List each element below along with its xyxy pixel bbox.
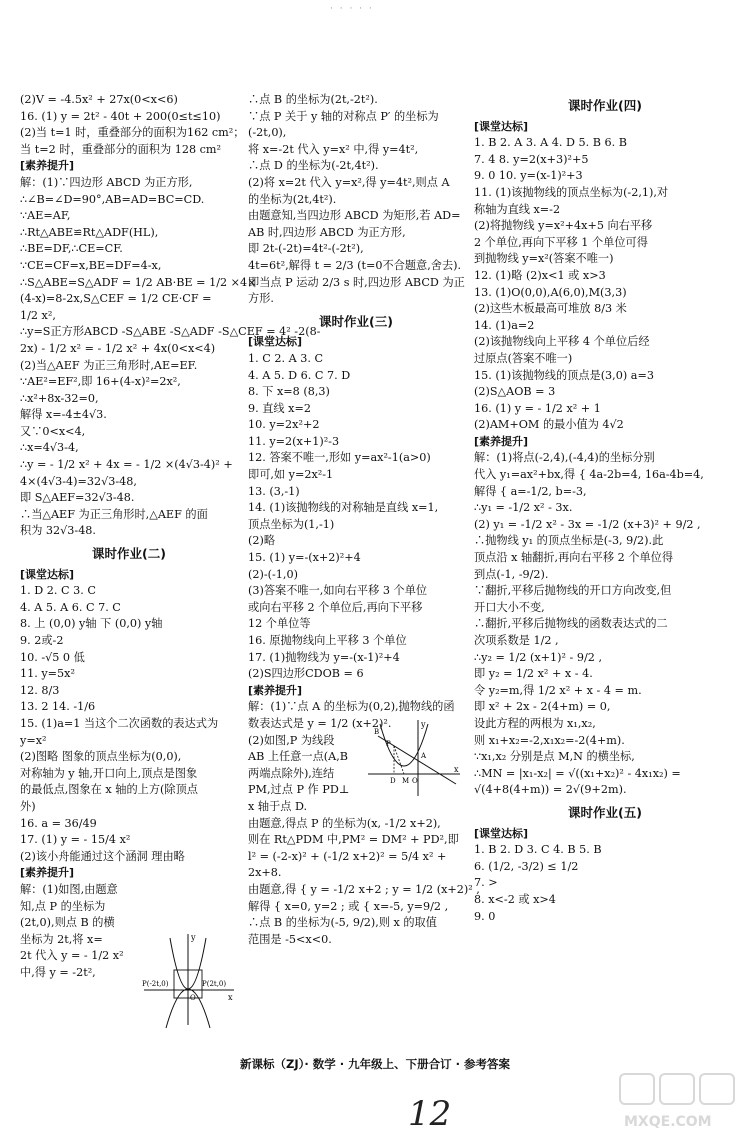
watermark-logo: [618, 1070, 740, 1132]
text-line: ∴Rt△ABE≌Rt△ADF(HL),: [20, 225, 159, 239]
text-line: 4. A 5. A 6. C 7. C: [20, 600, 121, 614]
text-line: 外): [20, 799, 36, 813]
page-footer: 新课标（ZJ）· 数学 · 九年级上、下册合订 · 参考答案: [240, 1057, 510, 1071]
text-line: 的坐标为(2t,4t²).: [248, 192, 337, 206]
text-line: AB 上任意一点(A,B: [248, 750, 349, 764]
text-line: 知,点 P 的坐标为: [20, 899, 106, 913]
text-line: 16. (1) y = - 1/2 x² + 1: [474, 401, 601, 415]
section-heading: 课时作业(四): [568, 98, 642, 113]
text-line: (2)AM+OM 的最小值为 4√2: [474, 418, 624, 432]
text-line: 9. 0: [474, 909, 496, 923]
text-line: 方形.: [248, 292, 274, 306]
text-line: 16. a = 36/49: [20, 816, 97, 830]
text-line: ∵AE=AF,: [20, 209, 71, 223]
text-line: 13. 2 14. -1/6: [20, 700, 96, 714]
fig2-label-a: A: [421, 752, 427, 760]
text-line: (2)将抛物线 y=x²+4x+5 向右平移: [474, 219, 653, 233]
fig1-label-p-pos: P(2t,0): [202, 980, 227, 988]
subsection-label: [素养提升]: [474, 434, 529, 448]
text-line: 代入 y₁=ax²+bx,得 { 4a-2b=4, 16a-4b=4,: [474, 468, 704, 482]
text-line: (2)如图,P 为线段: [248, 733, 335, 747]
text-line: (2)图略 图象的顶点坐标为(0,0),: [20, 750, 182, 764]
text-line: 8. 上 (0,0) y轴 下 (0,0) y轴: [20, 617, 163, 631]
text-line: (2) y₁ = -1/2 x² - 3x = -1/2 (x+3)² + 9/2 ,: [474, 517, 701, 531]
text-line: 解：(1)将点(-2,4),(-4,4)的坐标分别: [474, 451, 655, 465]
text-line: 12. (1)略 (2)x<1 或 x>3: [474, 268, 606, 282]
text-line: ∴y=S正方形ABCD -S△ABE -S△ADF -S△CEF = 4² -2(8-: [20, 325, 321, 339]
text-line: 到抛物线 y=x²(答案不唯一): [474, 252, 614, 266]
column-middle: [248, 92, 480, 948]
text-line: 8. x<-2 或 x>4: [474, 892, 556, 906]
fig1-label-y: y: [191, 933, 196, 942]
fig2-label-x: x: [454, 765, 459, 774]
section-heading: 课时作业(三): [319, 313, 393, 329]
text-line: 解得 { x=0, y=2 ; 或 { x=-5, y=9/2 ,: [248, 899, 449, 913]
text-line: (2)该抛物线向上平移 4 个单位后经: [474, 335, 650, 349]
text-line: 解：(1)∵点 A 的坐标为(0,2),抛物线的函: [248, 700, 455, 714]
text-line: (2t,0),则点 B 的横: [20, 916, 115, 930]
text-line: 解得 { a=-1/2, b=-3,: [474, 484, 587, 498]
fig2-label-b: B: [374, 728, 380, 736]
figure-parabolas-left: [140, 930, 236, 1030]
text-line: ∴y₂ = 1/2 (x+1)² - 9/2 ,: [474, 650, 602, 664]
text-line: PM,过点 P 作 PD⊥: [248, 783, 350, 797]
text-line: (2)将 x=2t 代入 y=x²,得 y=4t²,则点 A: [248, 175, 450, 189]
section-heading: 课时作业(五): [568, 804, 642, 820]
text-line: 顶点坐标为(1,-1): [248, 517, 335, 531]
column-right: [474, 92, 736, 925]
text-line: 1. C 2. A 3. C: [248, 351, 324, 365]
text-line: 设此方程的两根为 x₁,x₂,: [474, 716, 596, 730]
text-line: 13. (3,-1): [248, 484, 300, 498]
text-line: 4×(4√3-4)=32√3-48,: [20, 474, 137, 488]
text-line: ∴S△ABE=S△ADF = 1/2 AB·BE = 1/2 ×4×: [20, 275, 257, 289]
text-line: 15. (1) y=-(x+2)²+4: [248, 551, 361, 565]
text-line: 17. (1)抛物线为 y=-(x-1)²+4: [248, 650, 400, 664]
text-line: 12 个单位等: [248, 617, 311, 631]
text-line: 即 2t-(-2t)=4t²-(-2t²),: [248, 242, 364, 256]
text-line: 顶点沿 x 轴翻折,再向右平移 2 个单位得: [474, 551, 674, 565]
text-line: 由题意,得 { y = -1/2 x+2 ; y = 1/2 (x+2)² ,: [248, 882, 480, 896]
text-line: ∴抛物线 y₁ 的顶点坐标是(-3, 9/2).此: [474, 534, 664, 548]
text-line: 4. A 5. D 6. C 7. D: [248, 368, 351, 382]
fig2-label-d: D: [390, 777, 396, 785]
text-line: ∵x₁,x₂ 分别是点 M,N 的横坐标,: [474, 750, 635, 764]
text-line: ∵CE=CF=x,BE=DF=4-x,: [20, 258, 162, 272]
text-line: (2)略: [248, 534, 276, 548]
text-line: 解得 x=-4±4√3.: [20, 408, 107, 422]
text-line: 16. 原抛物线向上平移 3 个单位: [248, 634, 407, 647]
text-line: ∵AE²=EF²,即 16+(4-x)²=2x²,: [20, 375, 181, 389]
fig2-label-y: y: [421, 720, 426, 729]
text-line: 开口大小不变,: [474, 600, 545, 614]
text-line: 由题意,得点 P 的坐标为(x, -1/2 x+2),: [248, 816, 441, 830]
text-line: AB 时,四边形 ABCD 为正方形,: [248, 225, 406, 239]
text-line: ∴x=4√3-4,: [20, 441, 79, 455]
text-line: 称轴为直线 x=-2: [474, 202, 561, 216]
text-line: 即 S△AEF=32√3-48.: [20, 491, 135, 505]
subsection-label: [课堂达标]: [474, 826, 529, 840]
text-line: 9. 0 10. y=(x-1)²+3: [474, 169, 583, 183]
handwritten-page-number: 12: [408, 1094, 452, 1134]
text-line: 积为 32√3-48.: [20, 524, 96, 538]
text-line: 1. D 2. C 3. C: [20, 584, 96, 598]
text-line: (2)这些木板最高可堆放 8/3 米: [474, 302, 627, 316]
text-line: 解：(1)如图,由题意: [20, 882, 118, 896]
text-line: (2)S△AOB = 3: [474, 385, 556, 399]
text-line: 过原点(答案不唯一): [474, 351, 573, 365]
text-line: (4-x)=8-2x,S△CEF = 1/2 CE·CF =: [20, 292, 212, 306]
text-line: ∵翻折,平移后抛物线的开口方向改变,但: [474, 584, 672, 598]
subsection-label: [素养提升]: [20, 159, 75, 173]
text-line: 1. B 2. D 3. C 4. B 5. B: [474, 843, 602, 857]
text-line: ∴点 B 的坐标为(2t,-2t²).: [248, 93, 378, 106]
text-line: 7. >: [474, 876, 498, 890]
text-line: 17. (1) y = - 15/4 x²: [20, 833, 131, 847]
text-line: (2)-(-1,0): [248, 567, 298, 581]
text-line: 数表达式是 y = 1/2 (x+2)².: [248, 716, 392, 730]
subsection-label: [课堂达标]: [20, 567, 75, 581]
text-line: 即 x² + 2x - 2(4+m) = 0,: [474, 700, 611, 714]
text-line: 15. (1)a=1 当这个二次函数的表达式为: [20, 716, 219, 730]
text-line: 7. 4 8. y=2(x+3)²+5: [474, 152, 589, 166]
text-line: (2)S四边形CDOB = 6: [248, 667, 364, 681]
text-line: 即可,如 y=2x²-1: [248, 468, 334, 482]
text-line: (2)该小舟能通过这个涵洞 理由略: [20, 849, 185, 863]
fig2-label-o: O: [412, 777, 418, 785]
text-line: 11. y=2(x+1)²-3: [248, 434, 340, 448]
subsection-label: [课堂达标]: [248, 335, 303, 349]
text-line: 到点(-1, -9/2).: [474, 567, 549, 581]
text-line: 2t 代入 y = - 1/2 x²: [20, 949, 124, 963]
text-line: ∴翻折,平移后抛物线的函数表达式的二: [474, 617, 668, 631]
subsection-label: [素养提升]: [248, 683, 303, 697]
text-line: x 轴于点 D.: [248, 799, 308, 813]
text-line: 11. y=5x²: [20, 667, 75, 681]
text-line: 1. B 2. A 3. A 4. D 5. B 6. B: [474, 136, 627, 150]
text-line: l² = (-2-x)² + (-1/2 x+2)² = 5/4 x² +: [248, 849, 447, 863]
fig1-label-x: x: [228, 993, 233, 1002]
text-line: ∴点 D 的坐标为(-2t,4t²).: [248, 159, 379, 173]
text-line: 10. -√5 0 低: [20, 650, 85, 664]
text-line: 则 x₁+x₂=-2,x₁x₂=-2(4+m).: [474, 733, 625, 747]
text-line: ∴BE=DF,∴CE=CF.: [20, 242, 123, 256]
text-line: 2x+8.: [248, 866, 282, 880]
text-line: 4t=6t²,解得 t = 2/3 (t=0不合题意,舍去).: [248, 258, 462, 272]
text-line: ∴当△AEF 为正三角形时,△AEF 的面: [20, 507, 208, 521]
text-line: 9. 2或-2: [20, 634, 64, 647]
text-line: 15. (1)该抛物线的顶点是(3,0) a=3: [474, 368, 654, 382]
text-line: 13. (1)O(0,0),A(6,0),M(3,3): [474, 285, 627, 299]
text-line: 12. 答案不唯一,形如 y=ax²-1(a>0): [248, 451, 431, 465]
text-line: 则在 Rt△PDM 中,PM² = DM² + PD²,即: [248, 833, 459, 847]
text-line: 的最低点,图象在 x 轴的上方(除顶点: [20, 783, 198, 797]
text-line: ∵点 P 关于 y 轴的对称点 P′ 的坐标为: [248, 109, 439, 123]
text-line: 16. (1) y = 2t² - 40t + 200(0≤t≤10): [20, 109, 221, 123]
text-line: 令 y₂=m,得 1/2 x² + x - 4 = m.: [474, 683, 642, 697]
text-line: 坐标为 2t,将 x=: [20, 932, 103, 946]
text-line: 当 t=2 时，重叠部分的面积为 128 cm²: [20, 142, 221, 156]
text-line: 又∵0<x<4,: [20, 424, 86, 438]
text-line: 解：(1)∵四边形 ABCD 为正方形,: [20, 175, 193, 189]
text-line: 9. 直线 x=2: [248, 401, 311, 415]
text-line: 6. (1/2, -3/2) ≤ 1/2: [474, 859, 579, 873]
text-line: (2)当△AEF 为正三角形时,AE=EF.: [20, 358, 198, 372]
text-line: 次项系数是 1/2 ,: [474, 634, 559, 647]
fig1-label-p-neg: P(-2t,0): [142, 980, 169, 988]
text-line: 8. 下 x=8 (8,3): [248, 385, 330, 399]
text-line: √(4+8(4+m)) = 2√(9+2m).: [474, 783, 627, 797]
text-line: (2)当 t=1 时，重叠部分的面积为162 cm²；: [20, 126, 245, 140]
text-line: y=x²: [20, 733, 47, 747]
text-line: (-2t,0),: [248, 126, 287, 140]
section-heading: 课时作业(二): [92, 546, 166, 562]
text-line: 14. (1)a=2: [474, 318, 535, 332]
text-line: ∴MN = |x₁-x₂| = √((x₁+x₂)² - 4x₁x₂) =: [474, 766, 681, 780]
svg-text:MXQE.COM: MXQE.COM: [624, 1114, 712, 1130]
text-line: 2x) - 1/2 x² = - 1/2 x² + 4x(0<x<4): [20, 341, 216, 355]
text-line: ∴∠B=∠D=90°,AB=AD=BC=CD.: [20, 192, 205, 206]
text-line: 两端点除外),连结: [248, 766, 335, 780]
subsection-label: [素养提升]: [20, 866, 75, 880]
text-line: 10. y=2x²+2: [248, 418, 320, 432]
top-scan-marks: · · · · ·: [330, 4, 374, 14]
text-line: 12. 8/3: [20, 683, 60, 697]
text-line: ∴y = - 1/2 x² + 4x = - 1/2 ×(4√3-4)² +: [20, 458, 233, 472]
text-line: ∴y₁ = -1/2 x² - 3x.: [474, 501, 573, 515]
text-line: (2)V = -4.5x² + 27x(0<x<6): [20, 93, 178, 106]
figure-parabola-line-middle: [366, 718, 462, 798]
text-line: 2 个单位,再向下平移 1 个单位可得: [474, 235, 648, 249]
text-line: ∴x²+8x-32=0,: [20, 391, 99, 405]
text-line: 即当点 P 运动 2/3 s 时,四边形 ABCD 为正: [248, 275, 465, 289]
subsection-label: [课堂达标]: [474, 119, 529, 133]
text-line: 对称轴为 y 轴,开口向上,顶点是图象: [20, 766, 198, 780]
fig2-label-p: P: [386, 740, 391, 748]
text-line: 中,得 y = -2t²,: [20, 965, 96, 979]
text-line: 11. (1)该抛物线的顶点坐标为(-2,1),对: [474, 185, 669, 199]
text-line: 范围是 -5<x<0.: [248, 932, 332, 946]
text-line: (3)答案不唯一,如向右平移 3 个单位: [248, 584, 428, 598]
text-line: 14. (1)该抛物线的对称轴是直线 x=1,: [248, 501, 439, 515]
text-line: 将 x=-2t 代入 y=x² 中,得 y=4t²,: [248, 142, 419, 156]
fig1-label-o: O: [190, 994, 196, 1002]
text-line: 或向右平移 2 个单位后,再向下平移: [248, 600, 423, 614]
text-line: ∴点 B 的坐标为(-5, 9/2),则 x 的取值: [248, 916, 437, 930]
fig2-label-m: M: [402, 777, 410, 785]
text-line: 由题意知,当四边形 ABCD 为矩形,若 AD=: [248, 209, 461, 223]
text-line: 即 y₂ = 1/2 x² + x - 4.: [474, 667, 593, 681]
text-line: 1/2 x²,: [20, 308, 56, 322]
